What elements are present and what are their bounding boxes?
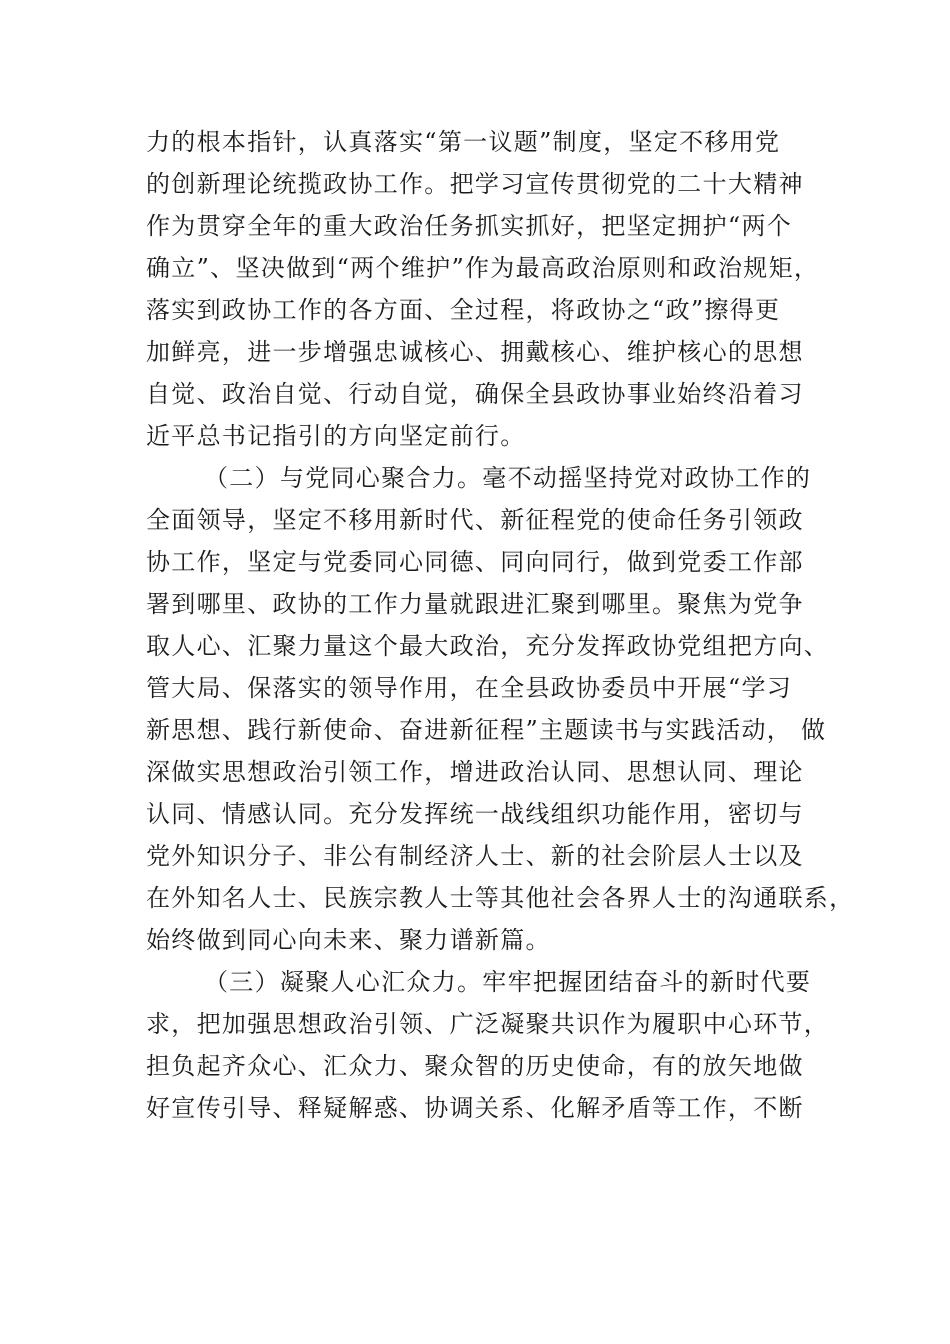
text-line: 力的根本指针，认真落实“第一议题”制度，坚定不移用党 <box>146 128 781 156</box>
text-line: 协工作，坚定与党委同心同德、同向同行，做到党委工作部 <box>146 548 804 576</box>
text-line: 作为贯穿全年的重大政治任务抓实抓好，把坚定拥护“两个 <box>146 212 793 240</box>
text-line: 取人心、汇聚力量这个最大政治，充分发挥政协党组把方向、 <box>146 632 830 660</box>
text-line: 近平总书记指引的方向坚定前行。 <box>146 422 526 450</box>
text-line: 深做实思想政治引领工作，增进政治认同、思想认同、理论 <box>146 758 804 786</box>
paragraph-heading-line: （二）与党同心聚合力。毫不动摇坚持党对政协工作的 <box>204 464 812 492</box>
text-line: 担负起齐众心、汇众力、聚众智的历史使命，有的放矢地做 <box>146 1052 804 1080</box>
text-line: 始终做到同心向未来、聚力谱新篇。 <box>146 926 551 954</box>
text-line: 管大局、保落实的领导作用，在全县政协委员中开展“学习 <box>146 674 793 702</box>
text-line: 落实到政协工作的各方面、全过程，将政协之“政”擦得更 <box>146 296 781 324</box>
text-line: 自觉、政治自觉、行动自觉，确保全县政协事业始终沿着习 <box>146 380 804 408</box>
text-line: 在外知名人士、民族宗教人士等其他社会各界人士的沟通联系， <box>146 884 855 912</box>
text-line: 的创新理论统揽政协工作。把学习宣传贯彻党的二十大精神 <box>146 170 804 198</box>
text-line: 党外知识分子、非公有制经济人士、新的社会阶层人士以及 <box>146 842 804 870</box>
text-line: 加鲜亮，进一步增强忠诚核心、拥戴核心、维护核心的思想 <box>146 338 804 366</box>
text-line: 求，把加强思想政治引领、广泛凝聚共识作为履职中心环节， <box>146 1010 830 1038</box>
text-line: 全面领导，坚定不移用新时代、新征程党的使命任务引领政 <box>146 506 804 534</box>
text-line: 新思想、践行新使命、奋进新征程”主题读书与实践活动， 做 <box>146 716 827 744</box>
text-line: 确立”、坚决做到“两个维护”作为最高政治原则和政治规矩， <box>146 254 820 282</box>
text-line: 署到哪里、政协的工作力量就跟进汇聚到哪里。聚焦为党争 <box>146 590 804 618</box>
paragraph-heading-line: （三）凝聚人心汇众力。牢牢把握团结奋斗的新时代要 <box>204 968 812 996</box>
text-line: 认同、情感认同。充分发挥统一战线组织功能作用，密切与 <box>146 800 804 828</box>
text-line: 好宣传引导、释疑解惑、协调关系、化解矛盾等工作，不断 <box>146 1094 804 1122</box>
